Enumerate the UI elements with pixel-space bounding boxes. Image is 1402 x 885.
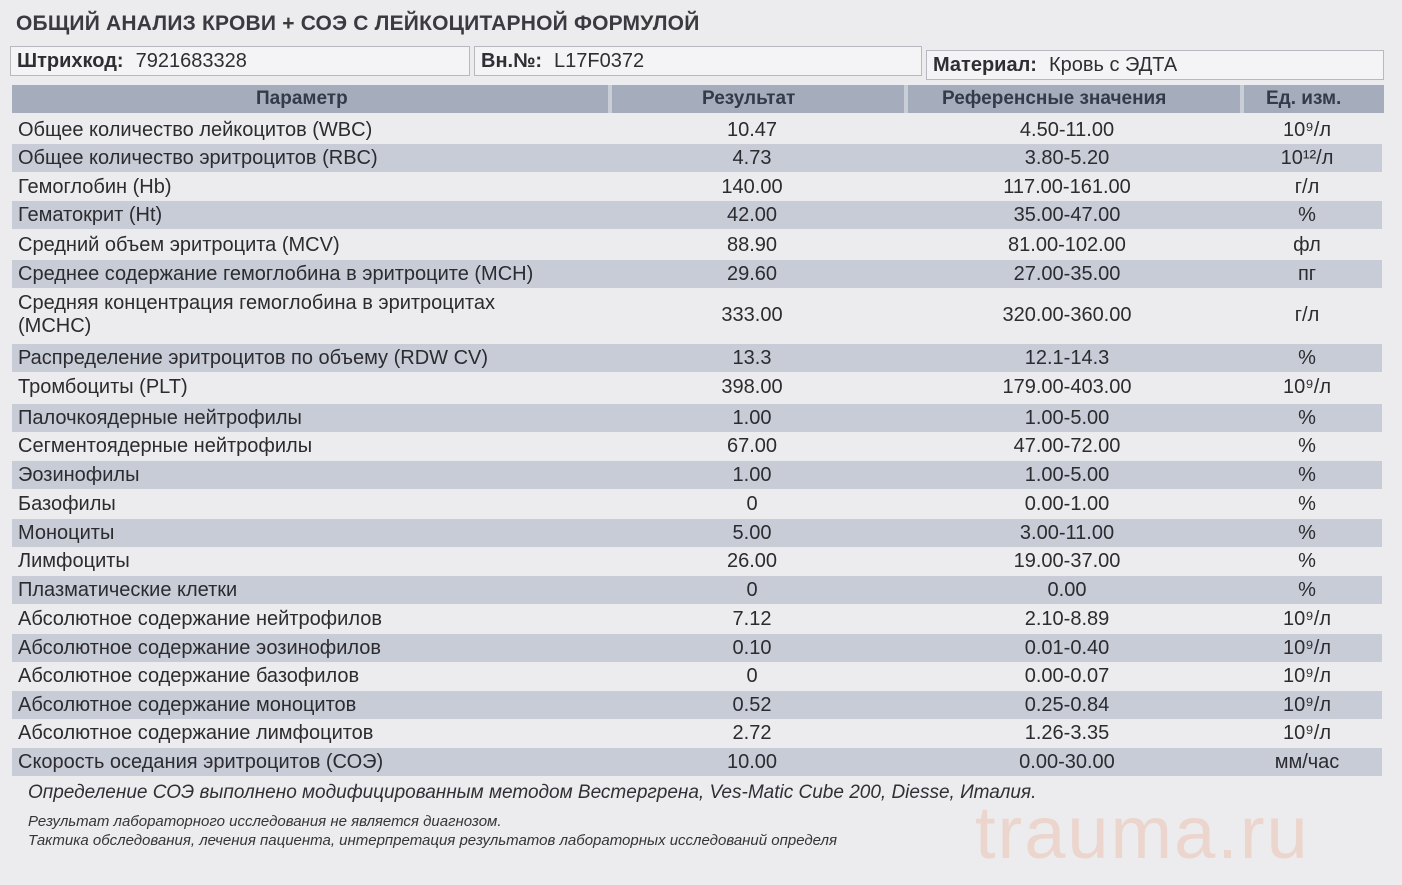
result-value: 0.52 [732,694,772,716]
reference-range: 4.50-11.00 [1019,119,1115,141]
parameter-name: Сегментоядерные нейтрофилы [18,435,313,457]
unit: % [1298,493,1316,515]
barcode-field [10,46,470,76]
table-header [12,85,1384,113]
table-row [12,173,1382,201]
table-row [12,662,1382,690]
parameter-name-line1: Средняя концентрация гемоглобина в эритроцитах [18,292,495,314]
parameter-name: Абсолютное содержание базофилов [18,665,360,687]
table-row [12,260,1382,288]
table-row [12,719,1382,747]
reference-range: 3.80-5.20 [1024,147,1110,169]
reference-range: 12.1-14.3 [1024,347,1110,369]
reference-range: 0.00 [1047,579,1087,601]
reference-range: 35.00-47.00 [1013,204,1121,226]
table-row [12,576,1382,604]
table-row [12,461,1382,489]
unit: 10⁹/л [1282,694,1332,716]
parameter-name [18,292,495,338]
parameter-name: Палочкоядерные нейтрофилы [18,407,302,429]
result-value: 67.00 [726,435,778,457]
table-row [12,605,1382,633]
table-row [12,201,1382,229]
barcode-label: Штрихкод: [17,50,124,72]
column-header-param: Параметр [256,88,348,109]
unit: мм/час [1274,751,1340,773]
table-row [12,519,1382,547]
parameter-name-line2: (MCHC) [18,315,92,337]
unit: пг [1297,263,1317,285]
table-row [12,404,1382,432]
table-row [12,691,1382,719]
unit: % [1298,550,1316,572]
reference-range: 320.00-360.00 [1002,304,1132,326]
result-value: 0 [746,493,758,515]
header-divider [1240,85,1244,113]
unit: % [1298,347,1316,369]
table-row [12,490,1382,518]
table-row [12,432,1382,460]
result-value: 7.12 [732,608,772,630]
unit: 10⁹/л [1282,376,1332,398]
result-value: 0.10 [732,637,772,659]
table-row [12,373,1382,401]
table-row [12,547,1382,575]
result-value: 13.3 [732,347,772,369]
reference-range: 0.00-0.07 [1024,665,1110,687]
result-value: 10.00 [726,751,778,773]
table-row [12,344,1382,372]
result-value: 140.00 [721,176,783,198]
unit: г/л [1294,176,1320,198]
parameter-name: Базофилы [18,493,116,515]
parameter-name: Распределение эритроцитов по объему (RDW CV) [18,347,489,369]
internal-number-value: L17F0372 [554,50,645,72]
column-header-result: Результат [702,88,796,109]
parameter-name: Гемоглобин (Hb) [18,176,172,198]
unit: % [1298,464,1316,486]
watermark-logo: trauma.ru [975,791,1310,874]
reference-range: 3.00-11.00 [1019,522,1115,544]
result-value: 0 [746,665,758,687]
table-row [12,634,1382,662]
barcode-value: 7921683328 [135,50,247,72]
result-value: 1.00 [732,407,772,429]
unit: фл [1293,234,1321,256]
parameter-name: Абсолютное содержание лимфоцитов [18,722,374,744]
reference-range: 19.00-37.00 [1013,550,1121,572]
unit: 10⁹/л [1282,665,1332,687]
parameter-name: Гематокрит (Ht) [18,204,163,226]
table-row [12,231,1382,259]
table-row [12,116,1382,144]
reference-range: 0.01-0.40 [1024,637,1110,659]
unit: % [1298,435,1316,457]
material-value: Кровь с ЭДТА [1048,54,1178,76]
disclaimer-line-2: Тактика обследования, лечения пациента, интерпретация результатов лабораторных исследований определя [28,832,837,849]
reference-range: 27.00-35.00 [1013,263,1121,285]
parameter-name: Скорость оседания эритроцитов (СОЭ) [18,751,384,773]
table-row [12,748,1382,776]
parameter-name: Абсолютное содержание эозинофилов [18,637,382,659]
column-header-unit: Ед. изм. [1266,88,1342,109]
parameter-name: Абсолютное содержание моноцитов [18,694,357,716]
result-value: 4.73 [732,147,772,169]
unit: 10¹²/л [1280,147,1334,169]
result-value: 333.00 [721,304,783,326]
result-value: 0 [746,579,758,601]
reference-range: 2.10-8.89 [1024,608,1110,630]
internal-number-field [474,46,922,76]
result-value: 10.47 [726,119,778,141]
reference-range: 0.00-1.00 [1024,493,1110,515]
reference-range: 0.00-30.00 [1019,751,1115,773]
internal-number-label: Вн.№: [481,50,543,72]
result-value: 29.60 [726,263,778,285]
reference-range: 1.26-3.35 [1024,722,1110,744]
reference-range: 81.00-102.00 [1008,234,1126,256]
reference-range: 0.25-0.84 [1024,694,1110,716]
disclaimer-line-1: Результат лабораторного исследования не является диагнозом. [28,813,502,830]
esr-method-note: Определение СОЭ выполнено модифицированным методом Вестергрена, Ves-Matic Cube 200, Diesse, Италия. [28,782,1037,803]
material-label: Материал: [933,54,1037,76]
parameter-name: Среднее содержание гемоглобина в эритроците (MCH) [18,263,534,285]
parameter-name: Эозинофилы [18,464,140,486]
parameter-name: Общее количество эритроцитов (RBC) [18,147,378,169]
unit: 10⁹/л [1282,722,1332,744]
parameter-name: Моноциты [18,522,115,544]
unit: г/л [1294,304,1320,326]
report-title: ОБЩИЙ АНАЛИЗ КРОВИ + СОЭ С ЛЕЙКОЦИТАРНОЙ ФОРМУЛОЙ [16,12,700,35]
result-value: 398.00 [721,376,783,398]
result-value: 88.90 [726,234,778,256]
material-field [926,50,1384,80]
unit: % [1298,204,1316,226]
header-divider [904,85,908,113]
parameter-name: Тромбоциты (PLT) [18,376,188,398]
parameter-name: Абсолютное содержание нейтрофилов [18,608,382,630]
unit: 10⁹/л [1282,637,1332,659]
reference-range: 1.00-5.00 [1024,464,1110,486]
result-value: 5.00 [732,522,772,544]
result-value: 1.00 [732,464,772,486]
header-divider [608,85,612,113]
reference-range: 47.00-72.00 [1013,435,1121,457]
unit: 10⁹/л [1282,608,1332,630]
column-header-reference: Референсные значения [942,88,1167,109]
unit: % [1298,579,1316,601]
unit: % [1298,522,1316,544]
parameter-name: Лимфоциты [18,550,130,572]
result-value: 42.00 [726,204,778,226]
result-value: 2.72 [732,722,772,744]
reference-range: 179.00-403.00 [1002,376,1132,398]
parameter-name: Общее количество лейкоцитов (WBC) [18,119,373,141]
table-row [12,290,1382,342]
parameter-name: Средний объем эритроцита (MCV) [18,234,340,256]
unit: % [1298,407,1316,429]
reference-range: 117.00-161.00 [1003,176,1131,198]
result-value: 26.00 [726,550,778,572]
reference-range: 1.00-5.00 [1024,407,1110,429]
table-row [12,144,1382,172]
unit: 10⁹/л [1282,119,1332,141]
parameter-name: Плазматические клетки [18,579,238,601]
